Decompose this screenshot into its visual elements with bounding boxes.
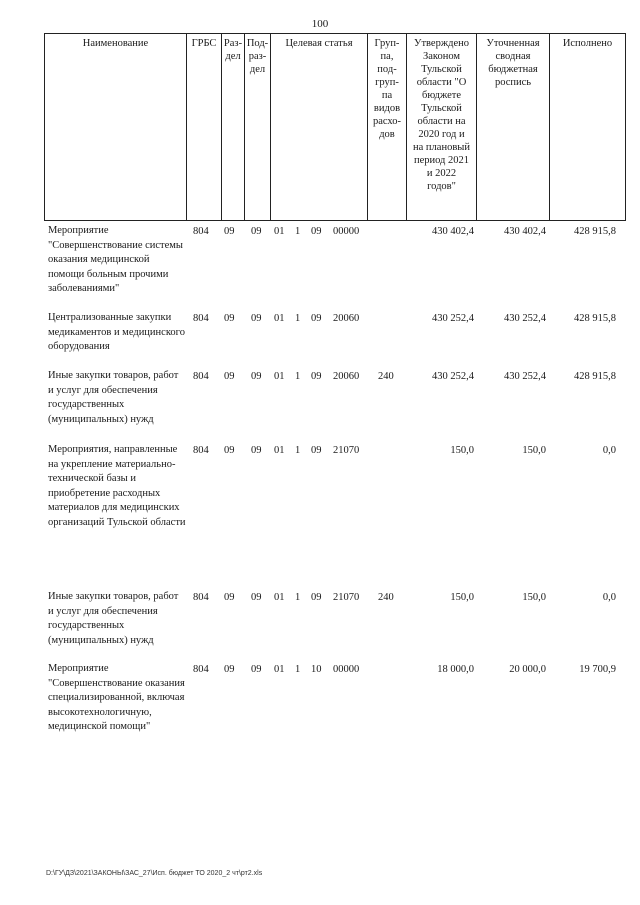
header-divider	[270, 33, 271, 221]
cell-grbs: 804	[193, 592, 209, 603]
header-gruppa-vidov: Груп- па, под- груп- па видов расхо- дов	[372, 38, 402, 140]
row-name: Иные закупки товаров, работ и услуг для обеспечения государственных (муниципальных) нужд	[48, 370, 179, 425]
cell-podrazdel: 09	[251, 371, 262, 382]
cell-cs3: 09	[311, 371, 322, 382]
cell-razdel: 09	[224, 313, 235, 324]
cell-utverzhdeno: 430 252,4	[432, 313, 474, 324]
header-grbs: ГРБС	[191, 38, 217, 49]
row-name: Централизованные закупки медикаментов и медицинского оборудования	[48, 312, 185, 352]
cell-utverzhdeno: 18 000,0	[437, 664, 474, 675]
cell-cs1: 01	[274, 313, 285, 324]
cell-cs2: 1	[295, 592, 301, 603]
cell-cs3: 09	[311, 445, 322, 456]
cell-ispolneno: 428 915,8	[574, 371, 616, 382]
cell-utochnennaya: 430 252,4	[504, 371, 546, 382]
cell-grbs: 804	[193, 226, 209, 237]
row-name: Мероприятие "Совершенствование оказания специализированной, включая высокотехнологичную, медицинской помощи"	[48, 663, 185, 732]
header-celevaya-statya: Целевая статья	[285, 38, 353, 49]
cell-vid: 240	[378, 592, 394, 603]
header-podrazdel: Под- раз- дел	[246, 38, 269, 75]
cell-ispolneno: 19 700,9	[579, 664, 616, 675]
cell-utverzhdeno: 150,0	[450, 445, 474, 456]
cell-grbs: 804	[193, 313, 209, 324]
cell-razdel: 09	[224, 371, 235, 382]
header-name: Наименование	[82, 38, 149, 49]
cell-grbs: 804	[193, 371, 209, 382]
cell-podrazdel: 09	[251, 445, 262, 456]
page-number: 100	[311, 18, 329, 30]
cell-cs3: 09	[311, 313, 322, 324]
cell-vid: 240	[378, 371, 394, 382]
cell-ispolneno: 0,0	[602, 445, 616, 456]
cell-cs1: 01	[274, 664, 285, 675]
cell-ispolneno: 428 915,8	[574, 226, 616, 237]
cell-grbs: 804	[193, 445, 209, 456]
cell-podrazdel: 09	[251, 226, 262, 237]
cell-utverzhdeno: 430 252,4	[432, 371, 474, 382]
cell-razdel: 09	[224, 226, 235, 237]
cell-razdel: 09	[224, 445, 235, 456]
cell-cs3: 09	[311, 226, 322, 237]
cell-cs2: 1	[295, 313, 301, 324]
cell-podrazdel: 09	[251, 313, 262, 324]
cell-ispolneno: 428 915,8	[574, 313, 616, 324]
header-ispolneno: Исполнено	[562, 38, 613, 49]
cell-podrazdel: 09	[251, 592, 262, 603]
cell-razdel: 09	[224, 592, 235, 603]
cell-cs1: 01	[274, 445, 285, 456]
cell-utochnennaya: 20 000,0	[509, 664, 546, 675]
cell-cs2: 1	[295, 226, 301, 237]
cell-utochnennaya: 150,0	[522, 592, 546, 603]
cell-cs1: 01	[274, 371, 285, 382]
row-name: Иные закупки товаров, работ и услуг для обеспечения государственных (муниципальных) нужд	[48, 591, 179, 646]
cell-cs1: 01	[274, 592, 285, 603]
cell-podrazdel: 09	[251, 664, 262, 675]
header-top-border	[44, 33, 626, 34]
cell-razdel: 09	[224, 664, 235, 675]
cell-cs3: 10	[311, 664, 322, 675]
header-utverzhdeno: Утверждено Законом Тульской области "О бюджете Тульской области на 2020 год и на плановый период 2021 и 2022 годов"	[413, 38, 470, 192]
row-name: Мероприятия, направленные на укрепление материально-технической базы и приобретение расходных материалов для медицинских организаций Тульской области	[48, 444, 186, 528]
cell-cs3: 09	[311, 592, 322, 603]
cell-utverzhdeno: 430 402,4	[432, 226, 474, 237]
cell-utochnennaya: 150,0	[522, 445, 546, 456]
header-divider	[549, 33, 550, 221]
header-razdel: Раз- дел	[223, 38, 243, 62]
row-name: Мероприятие "Совершенствование системы оказания медицинской помощи больным прочими заболеваниями"	[48, 225, 183, 294]
cell-cs4: 21070	[333, 592, 360, 603]
cell-cs4: 20060	[333, 313, 360, 324]
header-divider	[625, 33, 626, 221]
cell-utochnennaya: 430 252,4	[504, 313, 546, 324]
cell-cs2: 1	[295, 445, 301, 456]
cell-cs4: 21070	[333, 445, 360, 456]
header-divider	[44, 33, 45, 221]
cell-cs4: 00000	[333, 226, 360, 237]
file-path-footer: D:\ГУ\ДЗ\2021\ЗАКОНЫ\ЗАС_27\Исп. бюджет ТО 2020_2 чт\рт2.xls	[46, 870, 263, 877]
cell-ispolneno: 0,0	[602, 592, 616, 603]
cell-cs2: 1	[295, 371, 301, 382]
cell-utverzhdeno: 150,0	[450, 592, 474, 603]
cell-cs1: 01	[274, 226, 285, 237]
cell-grbs: 804	[193, 664, 209, 675]
header-divider	[186, 33, 187, 221]
cell-cs2: 1	[295, 664, 301, 675]
cell-cs4: 20060	[333, 371, 360, 382]
header-utochnennaya: Уточненная сводная бюджетная роспись	[486, 38, 540, 88]
header-bottom-border	[44, 220, 626, 221]
cell-utochnennaya: 430 402,4	[504, 226, 546, 237]
cell-cs4: 00000	[333, 664, 360, 675]
